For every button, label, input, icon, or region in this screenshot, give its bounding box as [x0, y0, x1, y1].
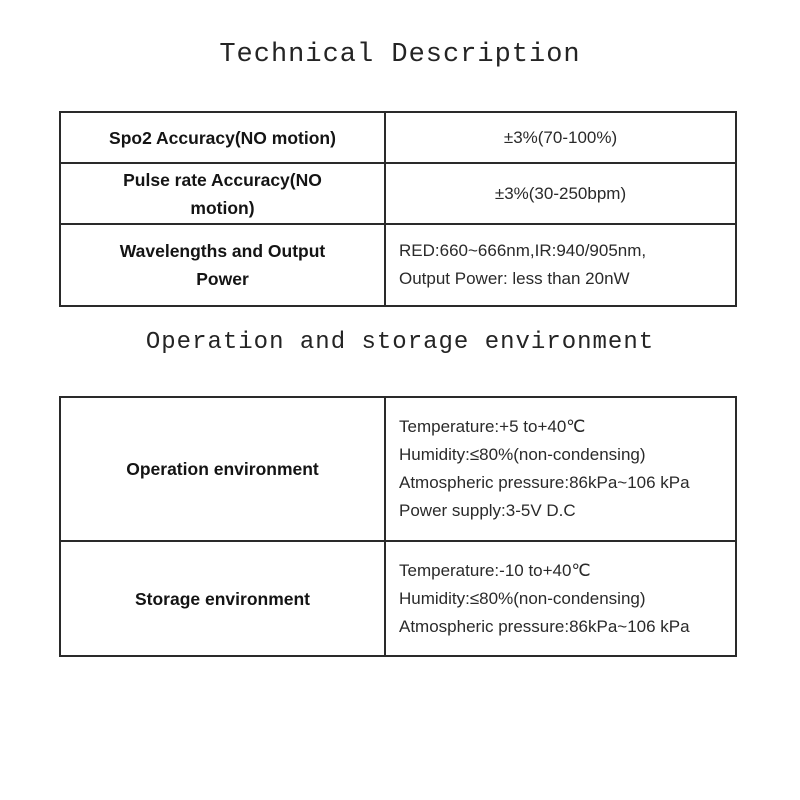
value-text: Atmospheric pressure:86kPa~106 kPa	[399, 616, 690, 636]
label-text: Power	[196, 269, 249, 289]
label-text: Storage environment	[134, 588, 311, 609]
label-text: Spo2 Accuracy(NO motion)	[109, 127, 336, 148]
label-text: Pulse rate Accuracy(NO	[123, 169, 322, 190]
label-text: motion)	[190, 197, 255, 218]
label-text: Operation environment	[126, 459, 319, 479]
value-cell	[386, 542, 735, 655]
value-text: Atmospheric pressure:86kPa~106 kPa	[399, 473, 690, 492]
label-text: Wavelengths and Output	[119, 241, 326, 261]
value-cell	[386, 113, 735, 162]
label-cell	[61, 225, 386, 305]
label-cell	[61, 113, 386, 162]
value-text: RED:660~666nm,IR:940/905nm,	[399, 241, 647, 260]
value-cell	[386, 398, 735, 540]
section-title-operation-storage: Operation and storage environment	[145, 329, 655, 356]
value-text: Temperature:-10 to+40℃	[399, 560, 591, 580]
table-row	[61, 223, 735, 305]
value-text: ±3%(70-100%)	[503, 127, 618, 147]
label-cell	[61, 398, 386, 540]
value-text: Power supply:3-5V D.C	[399, 501, 576, 520]
table-row	[61, 540, 735, 655]
value-text: Humidity:≤80%(non-condensing)	[399, 588, 646, 608]
label-cell	[61, 542, 386, 655]
table-row	[61, 398, 735, 540]
value-text: Humidity:≤80%(non-condensing)	[399, 445, 646, 464]
spec-table	[59, 111, 737, 307]
value-text: Temperature:+5 to+40℃	[399, 417, 586, 436]
value-cell	[386, 225, 735, 305]
value-text: ±3%(30-250bpm)	[494, 183, 627, 203]
value-text: Output Power: less than 20nW	[399, 269, 630, 288]
section-title-technical-description: Technical Description	[219, 40, 581, 70]
label-cell	[61, 164, 386, 223]
table-row	[61, 113, 735, 162]
table-row	[61, 162, 735, 223]
value-cell	[386, 164, 735, 223]
environment-table	[59, 396, 737, 657]
